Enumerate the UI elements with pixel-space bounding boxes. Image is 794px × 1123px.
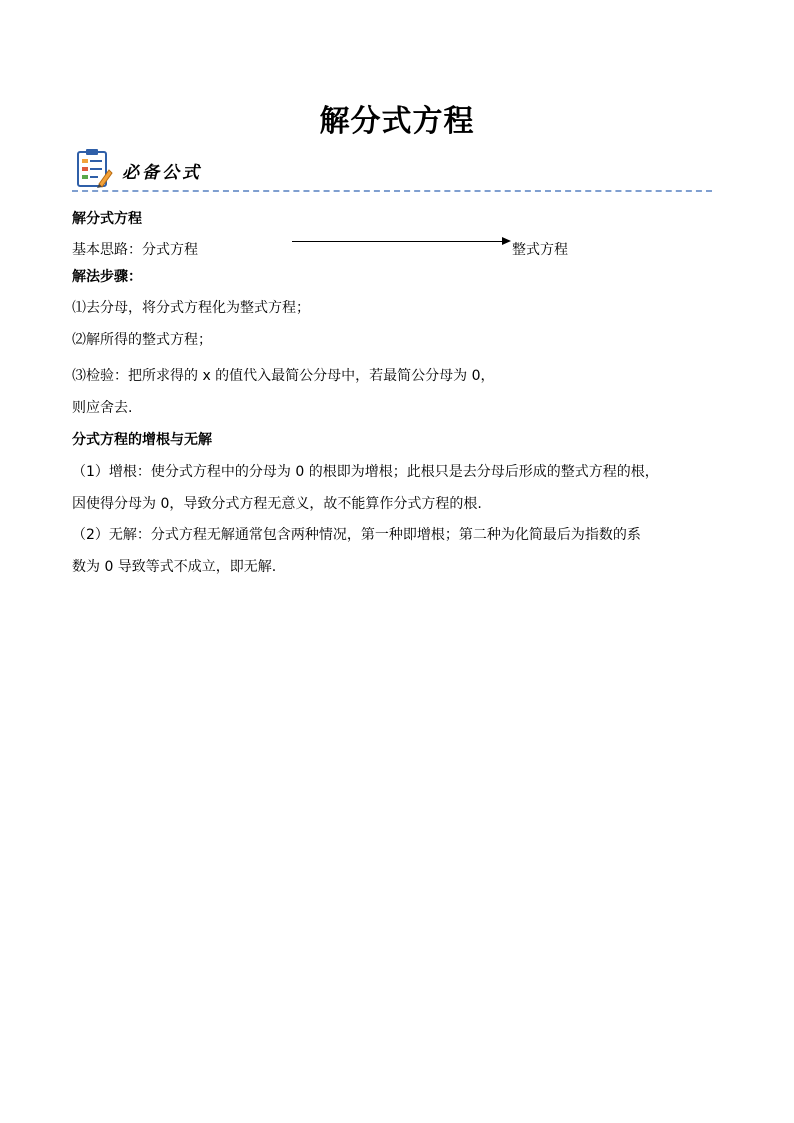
step-1: ⑴去分母，将分式方程化为整式方程； [72,300,310,316]
arrow-line [292,241,502,242]
basic-idea-label: 基本思路：分式方程 [72,242,198,258]
section-label: 必备公式 [122,163,202,183]
heading-solve-fractional-equation: 解分式方程 [72,211,142,227]
basic-idea-target: 整式方程 [512,242,568,258]
paragraph-2-line-2: 数为 0 导致等式不成立，即无解. [72,559,277,575]
step-2: ⑵解所得的整式方程； [72,332,212,348]
arrow-right-icon [502,237,511,245]
section-header [72,148,712,194]
page-title: 解分式方程 [319,104,475,139]
heading-extraneous-roots: 分式方程的增根与无解 [72,432,212,448]
dashed-divider [72,190,712,192]
paragraph-2-line-1: （2）无解：分式方程无解通常包含两种情况，第一种即增根；第二种为化简最后为指数的系 [72,527,641,543]
paragraph-1-line-2: 因使得分母为 0，导致分式方程无意义，故不能算作分式方程的根. [72,496,482,512]
paragraph-1-line-1: （1）增根：使分式方程中的分母为 0 的根即为增根；此根只是去分母后形成的整式方程的根， [72,464,659,480]
checklist-clipboard-icon [75,148,113,190]
step-3-continued: 则应舍去. [72,400,133,416]
step-3: ⑶检验：把所求得的 x 的值代入最简公分母中，若最简公分母为 0， [72,368,495,384]
steps-heading: 解法步骤： [72,269,142,285]
